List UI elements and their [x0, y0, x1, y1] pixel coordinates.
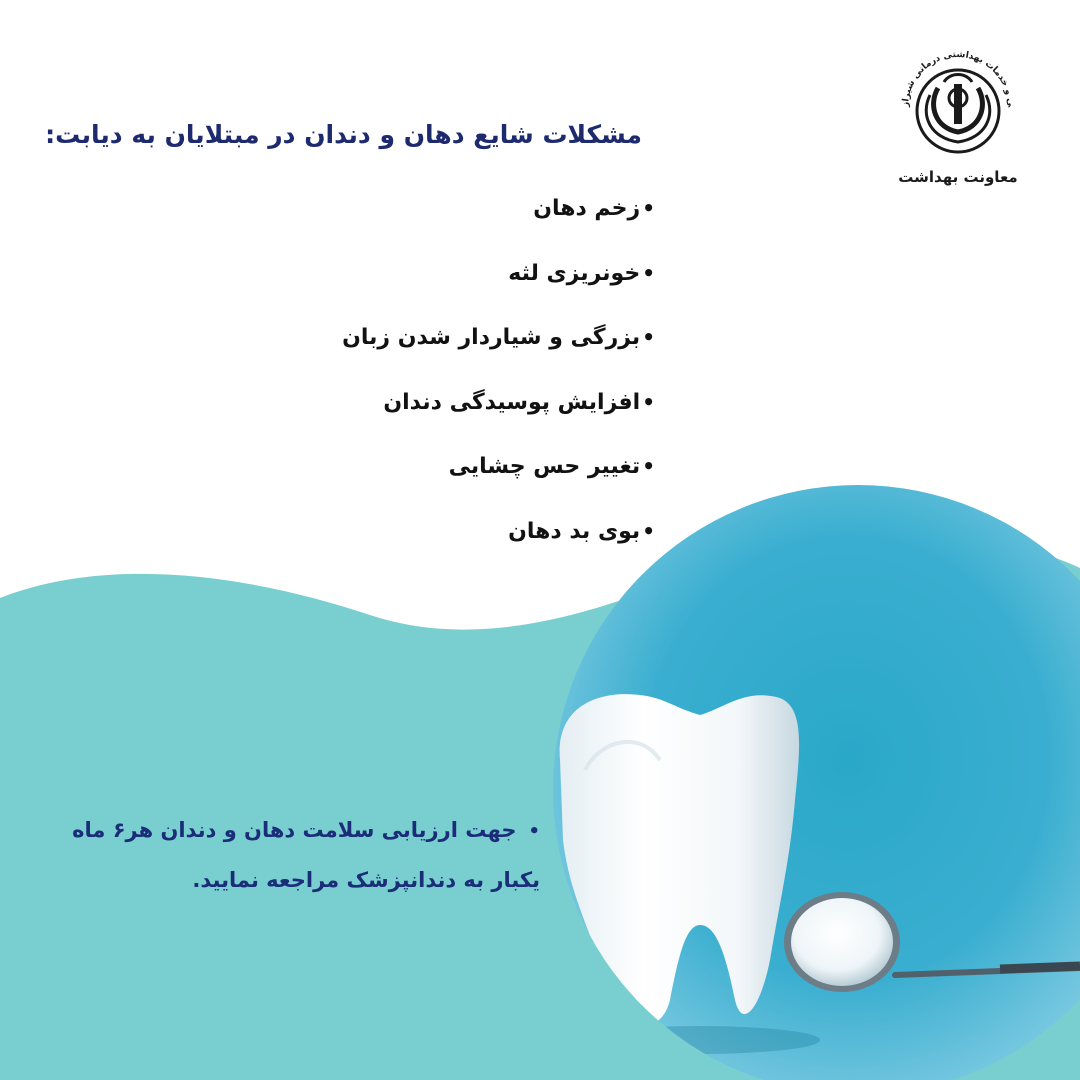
bullet-icon: •: [642, 389, 655, 414]
advice-text-2: یکبار به دندانپزشک مراجعه نمایید.: [192, 868, 540, 892]
bullet-icon: •: [642, 325, 655, 349]
advice-line-2: [72, 862, 540, 912]
logo-ring-label: ی و خدمات بهداشتی درمانی شیراز: [900, 50, 1016, 108]
bullet-icon: •: [642, 518, 655, 543]
bullet-icon: •: [528, 821, 540, 842]
list-item-label: بزرگی و شیاردار شدن زبان: [342, 325, 641, 350]
university-logo: [888, 50, 1028, 195]
list-item: [342, 513, 655, 578]
list-item: [342, 384, 655, 449]
list-item-label: افزایش پوسیدگی دندان: [383, 389, 641, 415]
advice-line-1: [72, 812, 540, 862]
logo-ring-text: [888, 50, 1028, 165]
page-title: مشکلات شایع دهان و دندان در مبتلایان به دیابت:: [45, 120, 642, 149]
bullet-icon: •: [642, 260, 655, 285]
bullet-icon: •: [642, 454, 655, 478]
problem-list: [342, 190, 655, 577]
list-item-label: زخم دهان: [533, 196, 641, 221]
list-item: [342, 319, 655, 384]
list-item-label: تغییر حس چشایی: [448, 454, 641, 479]
svg-text:دانشگاه علوم پزشکی و خدمات بهد: [888, 50, 1015, 109]
advice-text-1: جهت ارزیابی سلامت دهان و دندان هر۶ ماه: [72, 818, 517, 842]
list-item-label: بوی بد دهان: [508, 518, 641, 544]
list-item: [342, 255, 655, 320]
list-item: [342, 448, 655, 513]
advice-note: [72, 812, 540, 912]
list-item-label: خونریزی لثه: [508, 260, 641, 286]
logo-caption: معاونت بهداشت: [898, 168, 1018, 186]
bullet-icon: •: [642, 196, 655, 220]
list-item: [342, 190, 655, 255]
